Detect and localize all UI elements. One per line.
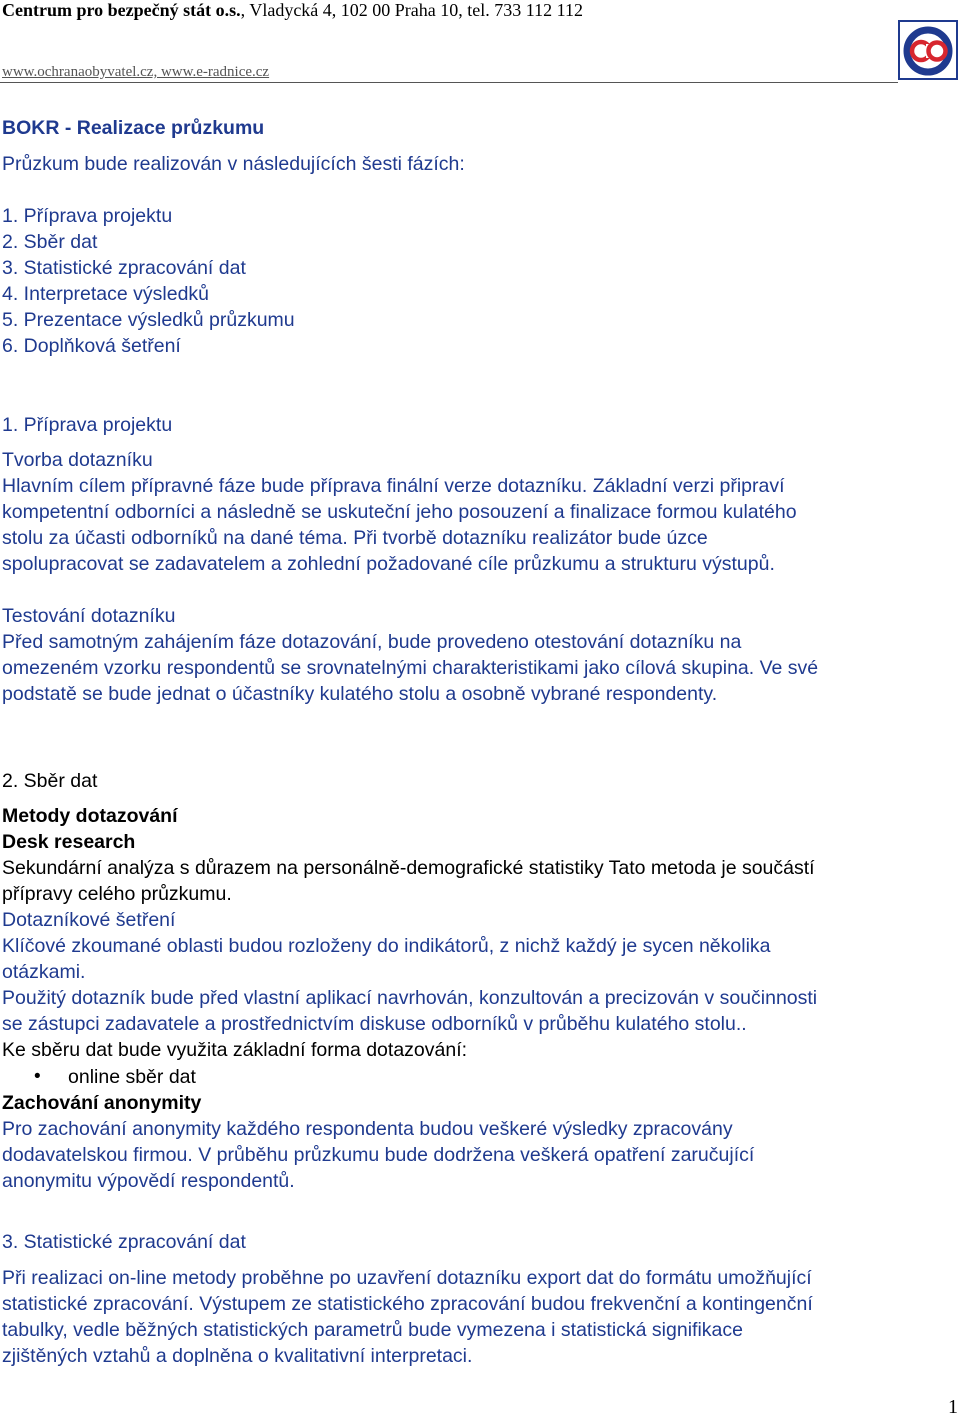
phase-item: 3. Statistické zpracování dat xyxy=(2,257,246,279)
phase-item: 6. Doplňková šetření xyxy=(2,335,181,357)
section2-heading: 2. Sběr dat xyxy=(2,770,98,792)
section2-paragraph-line: Ke sběru dat bude využita základní forma dotazování: xyxy=(2,1039,468,1061)
section2-paragraph-line: dodavatelskou firmou. V průběhu průzkumu bude dodržena veškerá opatření zaručující xyxy=(2,1144,755,1166)
section1-paragraph-line: Hlavním cílem přípravné fáze bude příprava finální verze dotazníku. Základní verzi připraví xyxy=(2,475,785,497)
section3-paragraph-line: Při realizaci on-line metody proběhne po uzavření dotazníku export dat do formátu umožňující xyxy=(2,1267,812,1289)
header-divider xyxy=(0,82,898,83)
section3-heading: 3. Statistické zpracování dat xyxy=(2,1231,246,1253)
section3-paragraph-line: tabulky, vedle běžných statistických parametrů bude vymezena i statistická signifikace xyxy=(2,1319,743,1341)
section2-paragraph-line: přípravy celého průzkumu. xyxy=(2,883,232,905)
header-address: , Vladycká 4, 102 00 Praha 10, tel. 733 112 112 xyxy=(240,0,583,20)
section2-paragraph-line: otázkami. xyxy=(2,961,86,983)
section2-paragraph-line: Pro zachování anonymity každého respondenta budou veškeré výsledky zpracovány xyxy=(2,1118,733,1140)
document-title: BOKR - Realizace průzkumu xyxy=(2,117,265,139)
section1-paragraph-line: spolupracovat se zadavatelem a zohlední požadované cíle průzkumu a strukturu výstupů. xyxy=(2,553,775,575)
phase-item: 1. Příprava projektu xyxy=(2,205,173,227)
bullet-item: online sběr dat xyxy=(68,1066,196,1088)
co-logo-icon xyxy=(898,20,958,80)
section1-subheading-tvorba: Tvorba dotazníku xyxy=(2,449,153,471)
section1-heading: 1. Příprava projektu xyxy=(2,414,173,436)
section2-paragraph-line: Použitý dotazník bude před vlastní aplikací navrhován, konzultován a precizován v součinnosti xyxy=(2,987,818,1009)
section2-paragraph-line: anonymitu výpovědí respondentů. xyxy=(2,1170,295,1192)
header-line xyxy=(2,0,583,20)
section2-paragraph-line: Klíčové zkoumané oblasti budou rozloženy do indikátorů, z nichž každý je sycen několika xyxy=(2,935,771,957)
section2-subheading-dotaznikove: Dotazníkové šetření xyxy=(2,909,176,931)
section3-paragraph-line: statistické zpracování. Výstupem ze statistického zpracování budou frekvenční a kontingenční xyxy=(2,1293,813,1315)
section2-subheading-metody: Metody dotazování xyxy=(2,805,178,827)
phase-item: 2. Sběr dat xyxy=(2,231,98,253)
section2-subheading-anonymita: Zachování anonymity xyxy=(2,1092,202,1114)
section1-paragraph-line: omezeném vzorku respondentů se srovnatelnými charakteristikami jako cílová skupina. Ve své xyxy=(2,657,819,679)
section1-paragraph-line: kompetentní odborníci a následně se uskuteční jeho posouzení a finalizace formou kulatého xyxy=(2,501,797,523)
intro-text: Průzkum bude realizován v následujících šesti fázích: xyxy=(2,153,465,175)
header-org: Centrum pro bezpečný stát o.s. xyxy=(2,0,241,20)
section1-paragraph-line: Před samotným zahájením fáze dotazování, bude provedeno otestování dotazníku na xyxy=(2,631,742,653)
phase-item: 4. Interpretace výsledků xyxy=(2,283,210,305)
bullet-icon: • xyxy=(34,1066,41,1087)
page-number: 1 xyxy=(948,1396,958,1418)
section2-paragraph-line: Sekundární analýza s důrazem na personálně-demografické statistiky Tato metoda je součástí xyxy=(2,857,815,879)
section2-subheading-desk: Desk research xyxy=(2,831,136,853)
section1-subheading-testovani: Testování dotazníku xyxy=(2,605,176,627)
phase-item: 5. Prezentace výsledků průzkumu xyxy=(2,309,295,331)
header-links[interactable]: www.ochranaobyvatel.cz, www.e-radnice.cz xyxy=(2,64,270,80)
section1-paragraph-line: podstatě se bude jednat o účastníky kulatého stolu a osobně vybrané respondenty. xyxy=(2,683,718,705)
section3-paragraph-line: zjištěných vztahů a doplněna o kvalitativní interpretaci. xyxy=(2,1345,473,1367)
section2-paragraph-line: se zástupci zadavatele a prostřednictvím diskuse odborníků v průběhu kulatého stolu.. xyxy=(2,1013,747,1035)
section1-paragraph-line: stolu za účasti odborníků na dané téma. Při tvorbě dotazníku realizátor bude úzce xyxy=(2,527,708,549)
